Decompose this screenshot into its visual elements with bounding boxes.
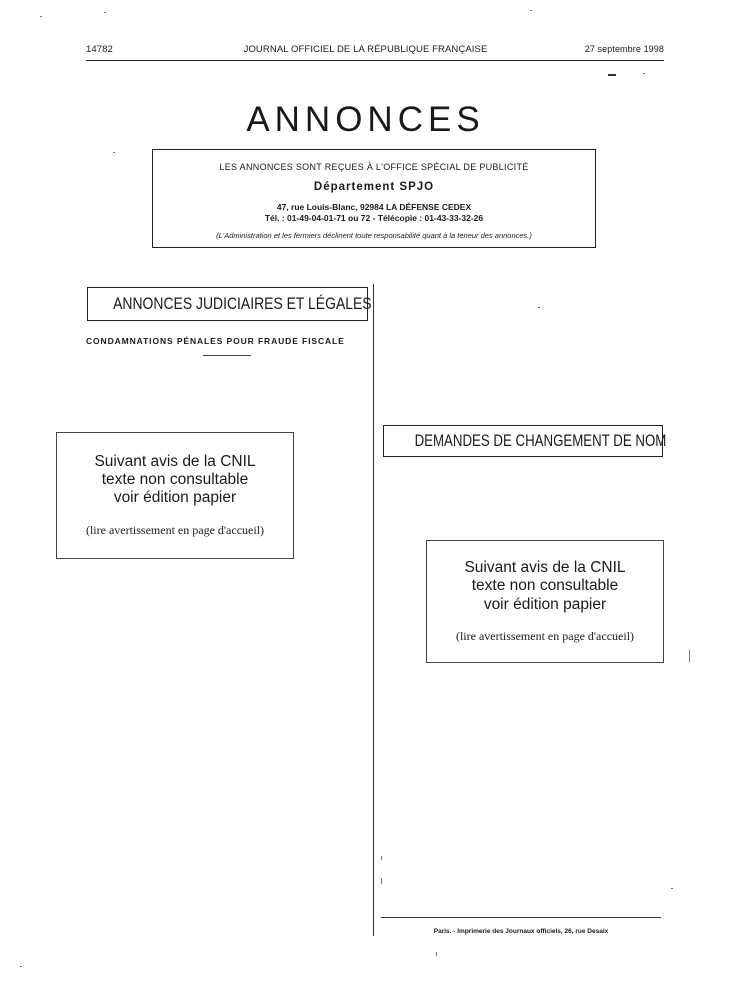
info-intro: LES ANNONCES SONT REÇUES À L'OFFICE SPÉCIAL DE PUBLICITÉ [219,162,529,172]
scan-speck [643,73,645,74]
cnil-note: (lire avertissement en page d'accueil) [455,629,635,643]
cnil-line-3: voir édition papier [113,489,237,506]
scan-speck [530,10,532,11]
page-number: 14782 [86,44,113,55]
issue-date: 27 septembre 1998 [584,44,664,54]
scan-speck [608,74,616,76]
section-changement-nom-title: DEMANDES DE CHANGEMENT DE NOM [414,431,667,450]
journal-title: JOURNAL OFFICIEL DE LA RÉPUBLIQUE FRANÇAISE [243,44,488,55]
section-judiciaires-title: ANNONCES JUDICIAIRES ET LÉGALES [113,294,372,313]
info-department: Département SPJO [313,181,435,193]
section-subtitle: CONDAMNATIONS PÉNALES POUR FRAUDE FISCALE [86,336,345,346]
scan-speck [104,12,106,13]
scan-speck [436,952,437,956]
scan-speck [381,878,382,884]
info-phone: Tél. : 01-49-04-01-71 ou 72 - Télécopie : 01-43-33-32-26 [264,213,484,223]
scan-speck [671,888,673,889]
info-disclaimer: (L'Administration et les fermiers déclinent toute responsabilité quant à la teneur des annonces.) [216,231,532,240]
scan-speck [381,856,382,860]
cnil-notice-right [426,540,664,663]
info-address: 47, rue Louis-Blanc, 92984 LA DÉFENSE CEDEX [276,202,472,212]
cnil-note: (lire avertissement en page d'accueil) [85,523,265,537]
cnil-notice-left [56,432,294,559]
scan-speck [20,966,22,967]
cnil-line-3: voir édition papier [483,596,607,613]
footer-rule [381,917,661,918]
column-divider [373,284,374,936]
printer-imprint: Paris. - Imprimerie des Journaux officiels, 26, rue Desaix [433,928,609,935]
section-changement-nom-box [383,425,667,457]
scan-speck [113,152,115,153]
scan-speck [538,307,540,308]
cnil-line-1: Suivant avis de la CNIL [94,453,256,470]
publication-info-box [152,149,596,248]
cnil-line-2: texte non consultable [471,577,619,594]
header-rule [86,60,664,61]
section-judiciaires-box [87,287,372,321]
page-title: ANNONCES [246,100,485,139]
cnil-line-1: Suivant avis de la CNIL [464,559,626,576]
cnil-line-2: texte non consultable [101,471,249,488]
scan-speck [689,650,690,662]
subtitle-rule [203,355,251,356]
scan-speck [40,16,42,17]
